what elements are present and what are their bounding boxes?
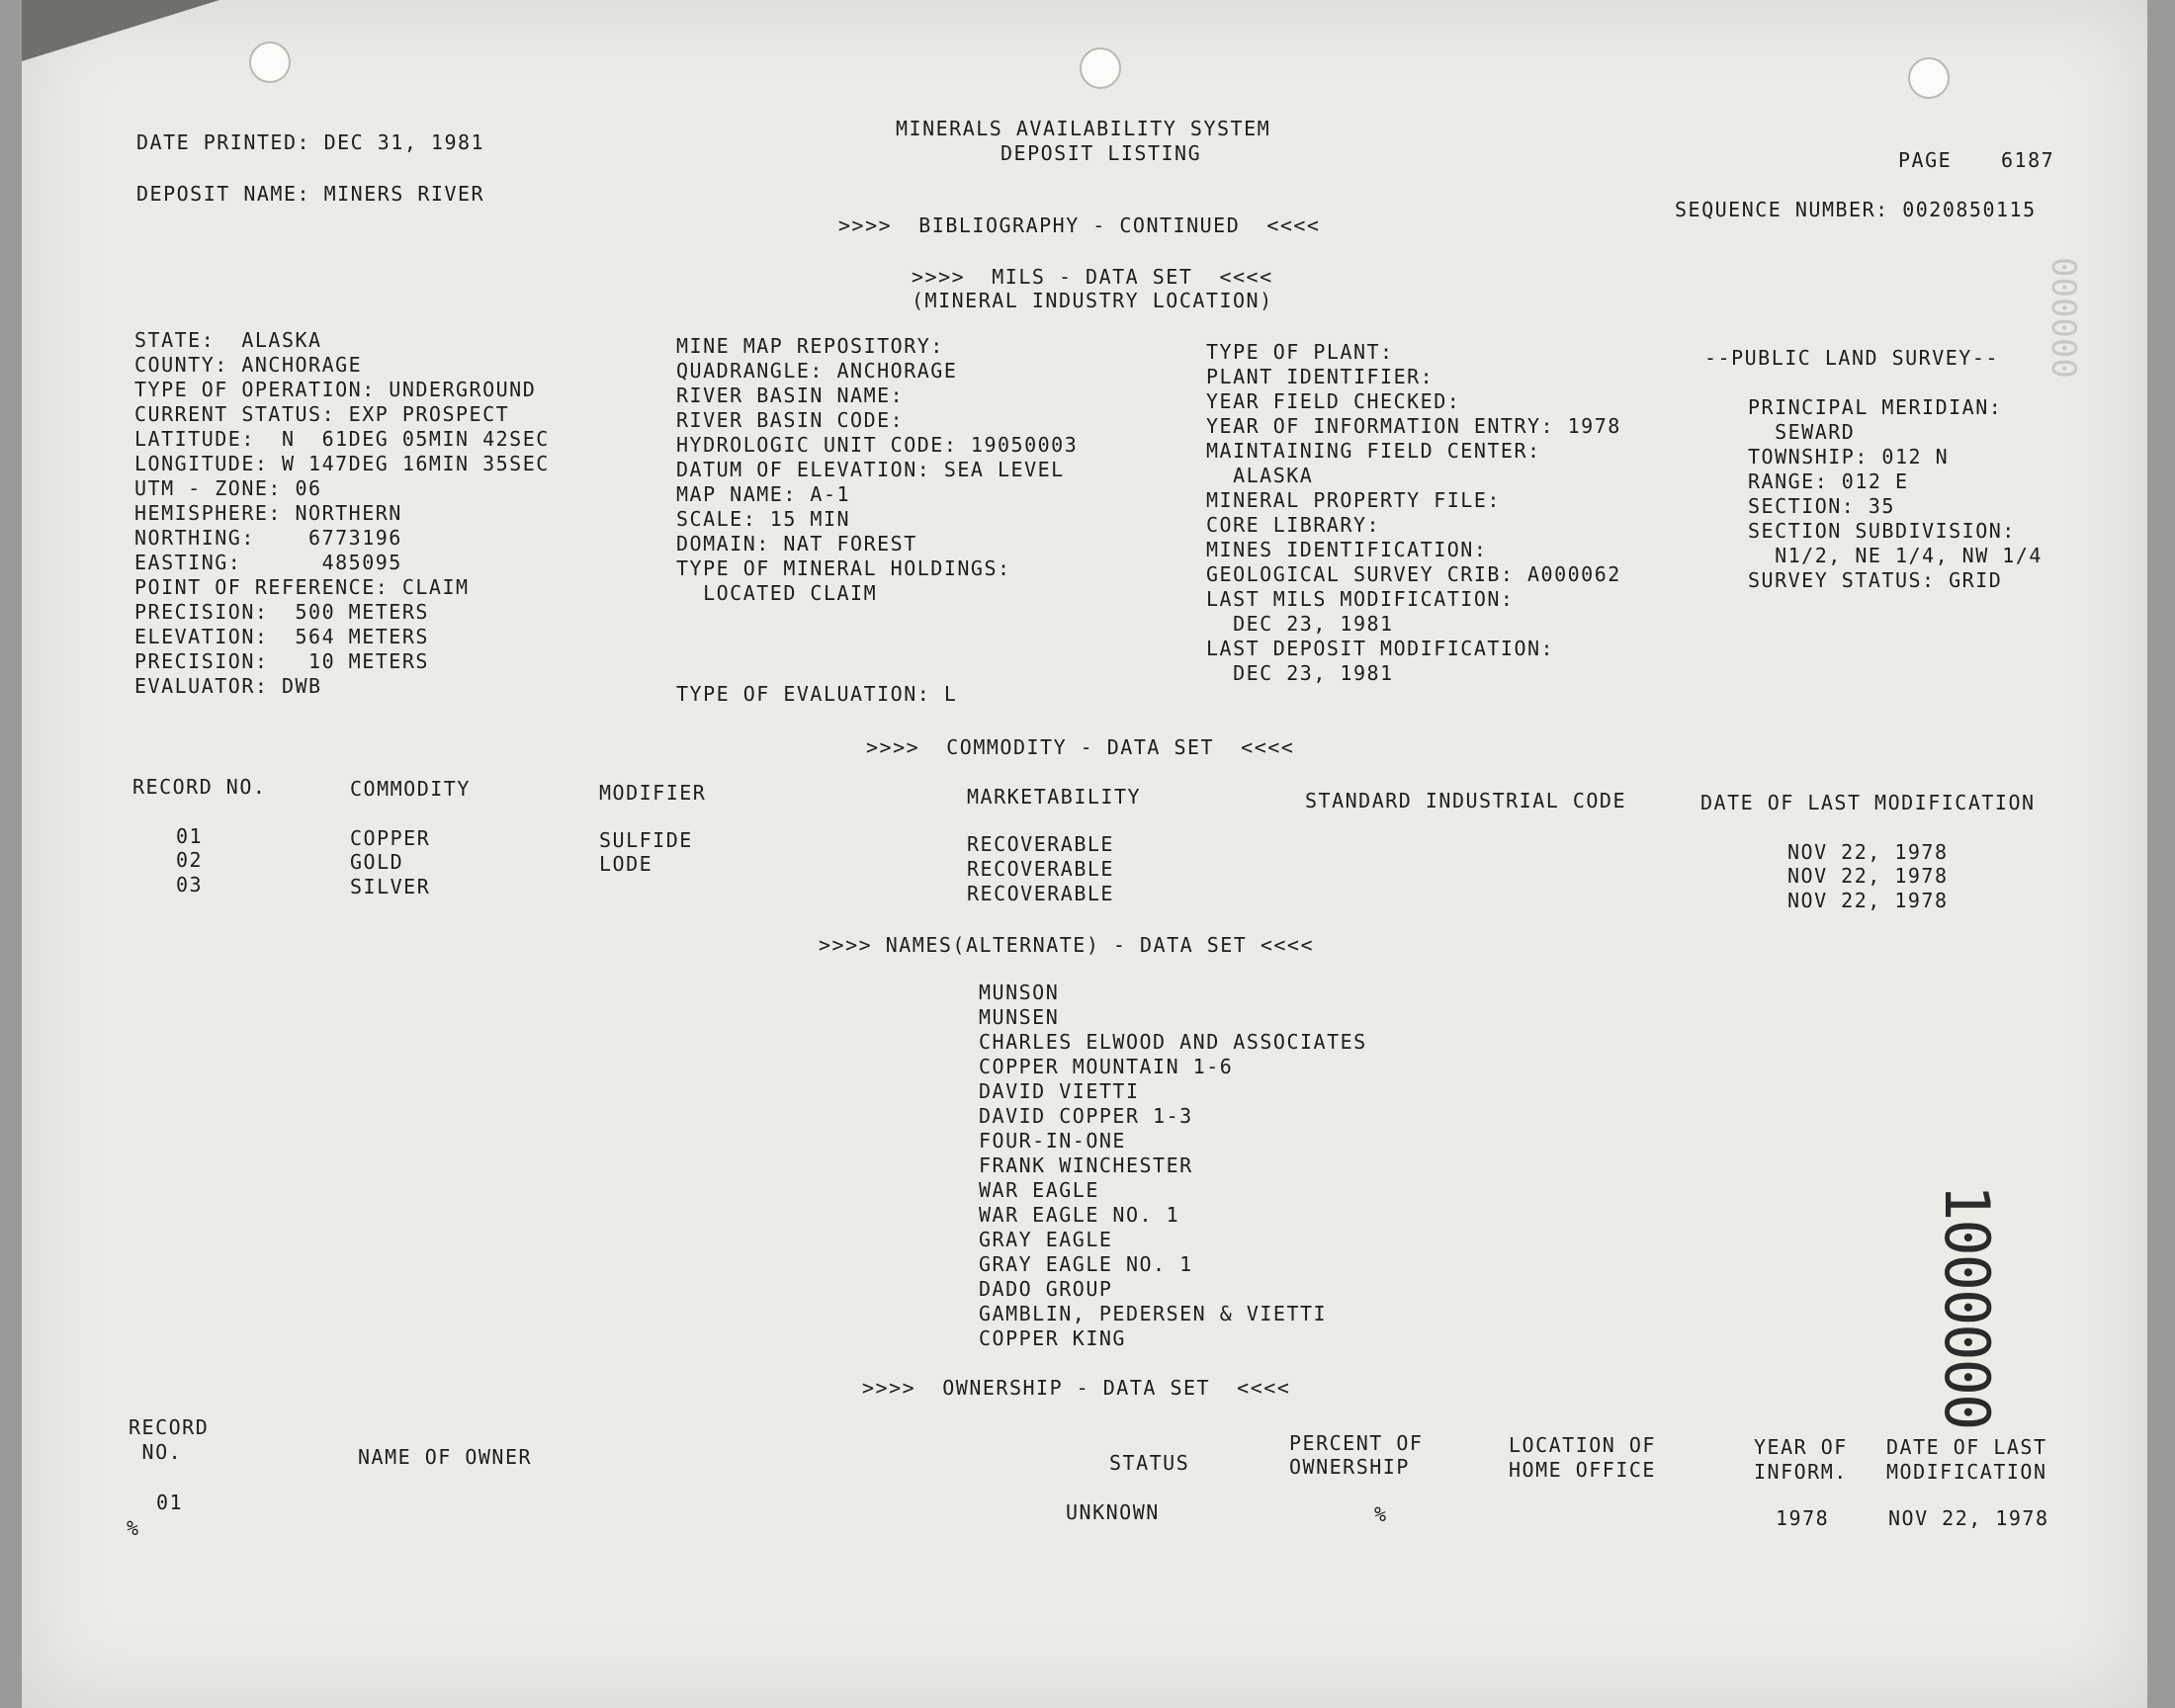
commodity-marketability: RECOVERABLE: [967, 857, 1114, 881]
survey-field: SURVEY STATUS: GRID: [1748, 568, 2003, 592]
alternate-name: GRAY EAGLE NO. 1: [979, 1252, 1193, 1276]
mils-field: LAST DEPOSIT MODIFICATION:: [1206, 637, 1555, 660]
public-land-survey-column: [1748, 395, 2043, 593]
commodity-header-modifier: MODIFIER: [599, 781, 707, 805]
ownership-record: 01: [156, 1491, 184, 1514]
margin-stamp-faint: 000000: [2044, 257, 2083, 379]
mils-field: DOMAIN: NAT FOREST: [676, 532, 917, 555]
commodity-header-record: RECORD NO.: [132, 775, 267, 799]
mils-field: YEAR OF INFORMATION ENTRY: 1978: [1206, 414, 1621, 438]
commodity-modifier: LODE: [599, 852, 653, 876]
commodity-header-sic: STANDARD INDUSTRIAL CODE: [1305, 789, 1626, 812]
ownership-header-date: DATE OF LAST: [1886, 1435, 2047, 1459]
ownership-header-record: RECORD: [129, 1415, 210, 1439]
mils-field: MINES IDENTIFICATION:: [1206, 538, 1488, 561]
ownership-header-year: YEAR OF: [1754, 1435, 1848, 1459]
ownership-heading: >>>> OWNERSHIP - DATA SET <<<<: [862, 1376, 1291, 1400]
names-heading: >>>> NAMES(ALTERNATE) - DATA SET <<<<: [819, 933, 1315, 957]
survey-field: TOWNSHIP: 012 N: [1748, 445, 1950, 469]
mils-field: HYDROLOGIC UNIT CODE: 19050003: [676, 433, 1079, 457]
deposit-name: DEPOSIT NAME: MINERS RIVER: [136, 182, 485, 206]
mils-field: MAP NAME: A-1: [676, 482, 851, 506]
torn-corner: [22, 0, 219, 61]
punch-hole-left: [249, 42, 291, 83]
ownership-year: 1978: [1776, 1506, 1830, 1530]
alternate-name: FOUR-IN-ONE: [979, 1129, 1126, 1153]
mils-field: STATE: ALASKA: [134, 328, 322, 352]
mils-field: MINERAL PROPERTY FILE:: [1206, 488, 1501, 512]
public-land-survey-title: --PUBLIC LAND SURVEY--: [1704, 346, 1999, 370]
system-title: MINERALS AVAILABILITY SYSTEM: [896, 117, 1271, 140]
mils-field: CURRENT STATUS: EXP PROSPECT: [134, 402, 510, 426]
alternate-name: GRAY EAGLE: [979, 1228, 1113, 1251]
alternate-name: COPPER KING: [979, 1326, 1126, 1350]
alternate-name: GAMBLIN, PEDERSEN & VIETTI: [979, 1302, 1328, 1325]
punch-hole-center: [1080, 47, 1121, 89]
mils-field: ELEVATION: 564 METERS: [134, 625, 429, 648]
mils-field: COUNTY: ANCHORAGE: [134, 353, 363, 377]
alternate-name: MUNSEN: [979, 1005, 1060, 1029]
mils-field: HEMISPHERE: NORTHERN: [134, 501, 402, 525]
commodity-date: NOV 22, 1978: [1787, 864, 1949, 888]
mils-field: MAINTAINING FIELD CENTER:: [1206, 439, 1541, 463]
commodity-name: SILVER: [350, 875, 431, 898]
mils-location-column: [134, 328, 550, 699]
commodity-name: GOLD: [350, 850, 404, 874]
commodity-date: NOV 22, 1978: [1787, 889, 1949, 912]
ownership-status: UNKNOWN: [1066, 1500, 1160, 1524]
mils-field: UTM - ZONE: 06: [134, 476, 322, 500]
mils-field: LAST MILS MODIFICATION:: [1206, 587, 1515, 611]
mils-field: GEOLOGICAL SURVEY CRIB: A000062: [1206, 562, 1621, 586]
survey-field: SECTION: 35: [1748, 494, 1895, 518]
mils-field: LOCATED CLAIM: [676, 581, 878, 605]
mils-field: DEC 23, 1981: [1206, 612, 1394, 636]
commodity-header-marketability: MARKETABILITY: [967, 785, 1142, 809]
alternate-name: FRANK WINCHESTER: [979, 1153, 1193, 1177]
commodity-header-commodity: COMMODITY: [350, 777, 471, 801]
mils-field: EASTING: 485095: [134, 551, 402, 574]
alternate-name: DADO GROUP: [979, 1277, 1113, 1301]
commodity-marketability: RECOVERABLE: [967, 882, 1114, 905]
mils-field: PRECISION: 500 METERS: [134, 600, 429, 624]
ownership-header-year-2: INFORM.: [1754, 1460, 1848, 1484]
system-subtitle: DEPOSIT LISTING: [1000, 141, 1202, 165]
mils-field: POINT OF REFERENCE: CLAIM: [134, 575, 470, 599]
mils-field: DATUM OF ELEVATION: SEA LEVEL: [676, 458, 1065, 481]
mils-field: QUADRANGLE: ANCHORAGE: [676, 359, 958, 383]
commodity-marketability: RECOVERABLE: [967, 832, 1114, 856]
alternate-names-list: [979, 981, 1367, 1351]
alternate-name: WAR EAGLE NO. 1: [979, 1203, 1180, 1227]
mils-field: TYPE OF MINERAL HOLDINGS:: [676, 556, 1011, 580]
mils-heading: >>>> MILS - DATA SET <<<<: [912, 265, 1273, 289]
survey-field: RANGE: 012 E: [1748, 470, 1909, 493]
mils-field: RIVER BASIN NAME:: [676, 384, 905, 407]
mils-field: YEAR FIELD CHECKED:: [1206, 389, 1461, 413]
ownership-header-percent: PERCENT OF: [1289, 1431, 1424, 1455]
ownership-header-record-no: NO.: [129, 1440, 183, 1464]
ownership-header-status: STATUS: [1109, 1451, 1190, 1475]
ownership-header-location: LOCATION OF: [1509, 1433, 1656, 1457]
mils-field: PLANT IDENTIFIER:: [1206, 365, 1435, 388]
alternate-name: DAVID VIETTI: [979, 1079, 1140, 1103]
survey-field: SEWARD: [1748, 420, 1856, 444]
ownership-header-location-2: HOME OFFICE: [1509, 1458, 1656, 1482]
ownership-percent: %: [1374, 1502, 1388, 1526]
alternate-name: COPPER MOUNTAIN 1-6: [979, 1055, 1234, 1078]
sequence-number: SEQUENCE NUMBER: 0020850115: [1675, 198, 2037, 221]
commodity-record: 01: [176, 824, 204, 848]
ownership-header-percent-2: OWNERSHIP: [1289, 1455, 1410, 1479]
commodity-heading: >>>> COMMODITY - DATA SET <<<<: [866, 735, 1295, 759]
survey-field: PRINCIPAL MERIDIAN:: [1748, 395, 2003, 419]
ownership-header-date-2: MODIFICATION: [1886, 1460, 2047, 1484]
mils-field: DEC 23, 1981: [1206, 661, 1394, 685]
mils-field: TYPE OF OPERATION: UNDERGROUND: [134, 378, 537, 401]
ownership-marker: %: [127, 1516, 140, 1540]
alternate-name: DAVID COPPER 1-3: [979, 1104, 1193, 1128]
printout-page: [22, 0, 2147, 1708]
commodity-name: COPPER: [350, 826, 431, 850]
type-of-evaluation: TYPE OF EVALUATION: L: [676, 682, 958, 706]
mils-field: CORE LIBRARY:: [1206, 513, 1381, 537]
page-number: 6187: [2001, 148, 2055, 172]
date-printed: DATE PRINTED: DEC 31, 1981: [136, 130, 485, 154]
commodity-header-date: DATE OF LAST MODIFICATION: [1700, 791, 2036, 814]
mils-field: EVALUATOR: DWB: [134, 674, 322, 698]
commodity-date: NOV 22, 1978: [1787, 840, 1949, 864]
mils-map-column: [676, 334, 1078, 606]
ownership-date: NOV 22, 1978: [1888, 1506, 2049, 1530]
mils-plant-column: [1206, 340, 1621, 686]
mils-field: LONGITUDE: W 147DEG 16MIN 35SEC: [134, 452, 550, 475]
mils-field: PRECISION: 10 METERS: [134, 649, 429, 673]
mils-field: TYPE OF PLANT:: [1206, 340, 1394, 364]
commodity-record: 03: [176, 873, 204, 897]
mils-field: SCALE: 15 MIN: [676, 507, 851, 531]
mils-field: NORTHING: 6773196: [134, 526, 402, 550]
page-label: PAGE: [1898, 148, 1953, 172]
alternate-name: MUNSON: [979, 981, 1060, 1004]
survey-field: SECTION SUBDIVISION:: [1748, 519, 2016, 543]
mils-subheading: (MINERAL INDUSTRY LOCATION): [912, 289, 1273, 312]
mils-field: ALASKA: [1206, 464, 1314, 487]
alternate-name: WAR EAGLE: [979, 1178, 1099, 1202]
mils-field: MINE MAP REPOSITORY:: [676, 334, 944, 358]
bibliography-heading: >>>> BIBLIOGRAPHY - CONTINUED <<<<: [838, 214, 1321, 237]
ownership-header-owner: NAME OF OWNER: [358, 1445, 533, 1469]
commodity-modifier: SULFIDE: [599, 828, 693, 852]
survey-field: N1/2, NE 1/4, NW 1/4: [1748, 544, 2043, 567]
margin-stamp: 1000000: [1931, 1184, 2003, 1429]
punch-hole-right: [1908, 57, 1950, 99]
mils-field: RIVER BASIN CODE:: [676, 408, 905, 432]
alternate-name: CHARLES ELWOOD AND ASSOCIATES: [979, 1030, 1367, 1054]
commodity-record: 02: [176, 848, 204, 872]
mils-field: LATITUDE: N 61DEG 05MIN 42SEC: [134, 427, 550, 451]
